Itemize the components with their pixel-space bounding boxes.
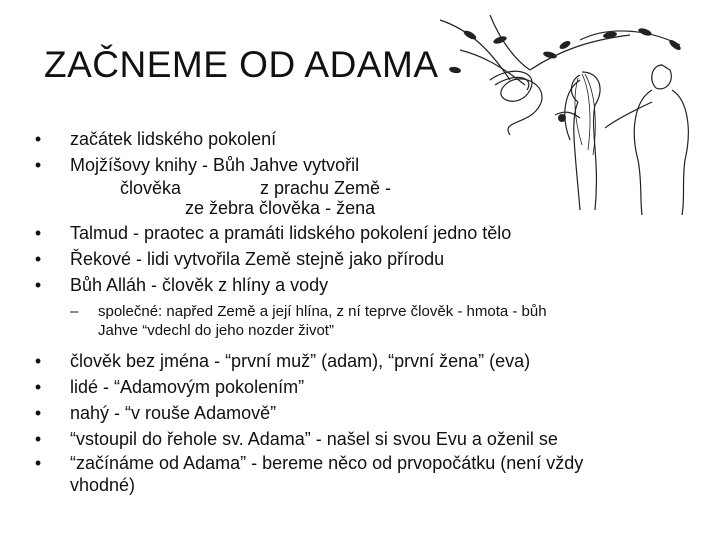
- list-item: [30, 272, 700, 298]
- continuation-text: ze žebra člověka - žena: [185, 198, 376, 218]
- list-item-text: vhodné): [70, 475, 136, 495]
- list-item: [30, 400, 700, 426]
- bullet-glyph: •: [34, 249, 42, 269]
- bullet-glyph: •: [34, 275, 42, 295]
- list-item-text: lidé - “Adamovým pokolením”: [70, 377, 305, 397]
- bullet-glyph: •: [34, 403, 42, 423]
- list-item: [30, 246, 700, 272]
- list-item-text: člověk bez jména - “první muž” (adam), “první žena” (eva): [70, 351, 531, 371]
- bullet-glyph: •: [34, 429, 42, 449]
- bullet-list: [30, 126, 700, 496]
- list-item-text: “vstoupil do řehole sv. Adama” - našel si svou Evu a oženil se: [70, 429, 558, 449]
- continuation-text: člověka: [120, 178, 182, 198]
- bullet-glyph: •: [34, 351, 42, 371]
- bullet-glyph: •: [34, 223, 42, 243]
- bullet-glyph: •: [34, 377, 42, 397]
- list-item: [30, 426, 700, 452]
- sub-list-item: [30, 302, 700, 340]
- sub-list-item-text: společné: napřed Země a její hlína, z ní teprve člověk - hmota - bůh: [98, 303, 547, 320]
- list-item: [30, 152, 700, 178]
- continuation-text: z prachu Země -: [260, 178, 392, 198]
- continuation-line: [30, 178, 700, 198]
- sub-list-item-text: Jahve “vdechl do jeho nozder život”: [98, 322, 334, 339]
- bullet-glyph: •: [34, 129, 42, 149]
- list-item-text: Řekové - lidi vytvořila Země stejně jako přírodu: [70, 249, 445, 269]
- list-item: [30, 220, 700, 246]
- bullet-glyph: •: [34, 155, 42, 175]
- continuation-line: [30, 198, 700, 220]
- list-item-text: “začínáme od Adama” - bereme něco od prvopočátku (není vždy: [70, 453, 584, 473]
- list-item: [30, 452, 700, 496]
- list-item-text: Talmud - praotec a pramáti lidského pokolení jedno tělo: [70, 223, 512, 243]
- list-item-text: Mojžíšovy knihy - Bůh Jahve vytvořil: [70, 155, 360, 175]
- slide-title: ZAČNEME OD ADAMA: [44, 44, 439, 85]
- list-item: [30, 126, 700, 152]
- bullet-glyph: •: [34, 453, 42, 473]
- list-item: [30, 348, 700, 374]
- list-item-text: nahý - “v rouše Adamově”: [70, 403, 277, 423]
- dash-glyph: –: [70, 303, 79, 320]
- list-item: [30, 374, 700, 400]
- list-item-text: začátek lidského pokolení: [70, 129, 277, 149]
- list-item-text: Bůh Alláh - člověk z hlíny a vody: [70, 275, 329, 295]
